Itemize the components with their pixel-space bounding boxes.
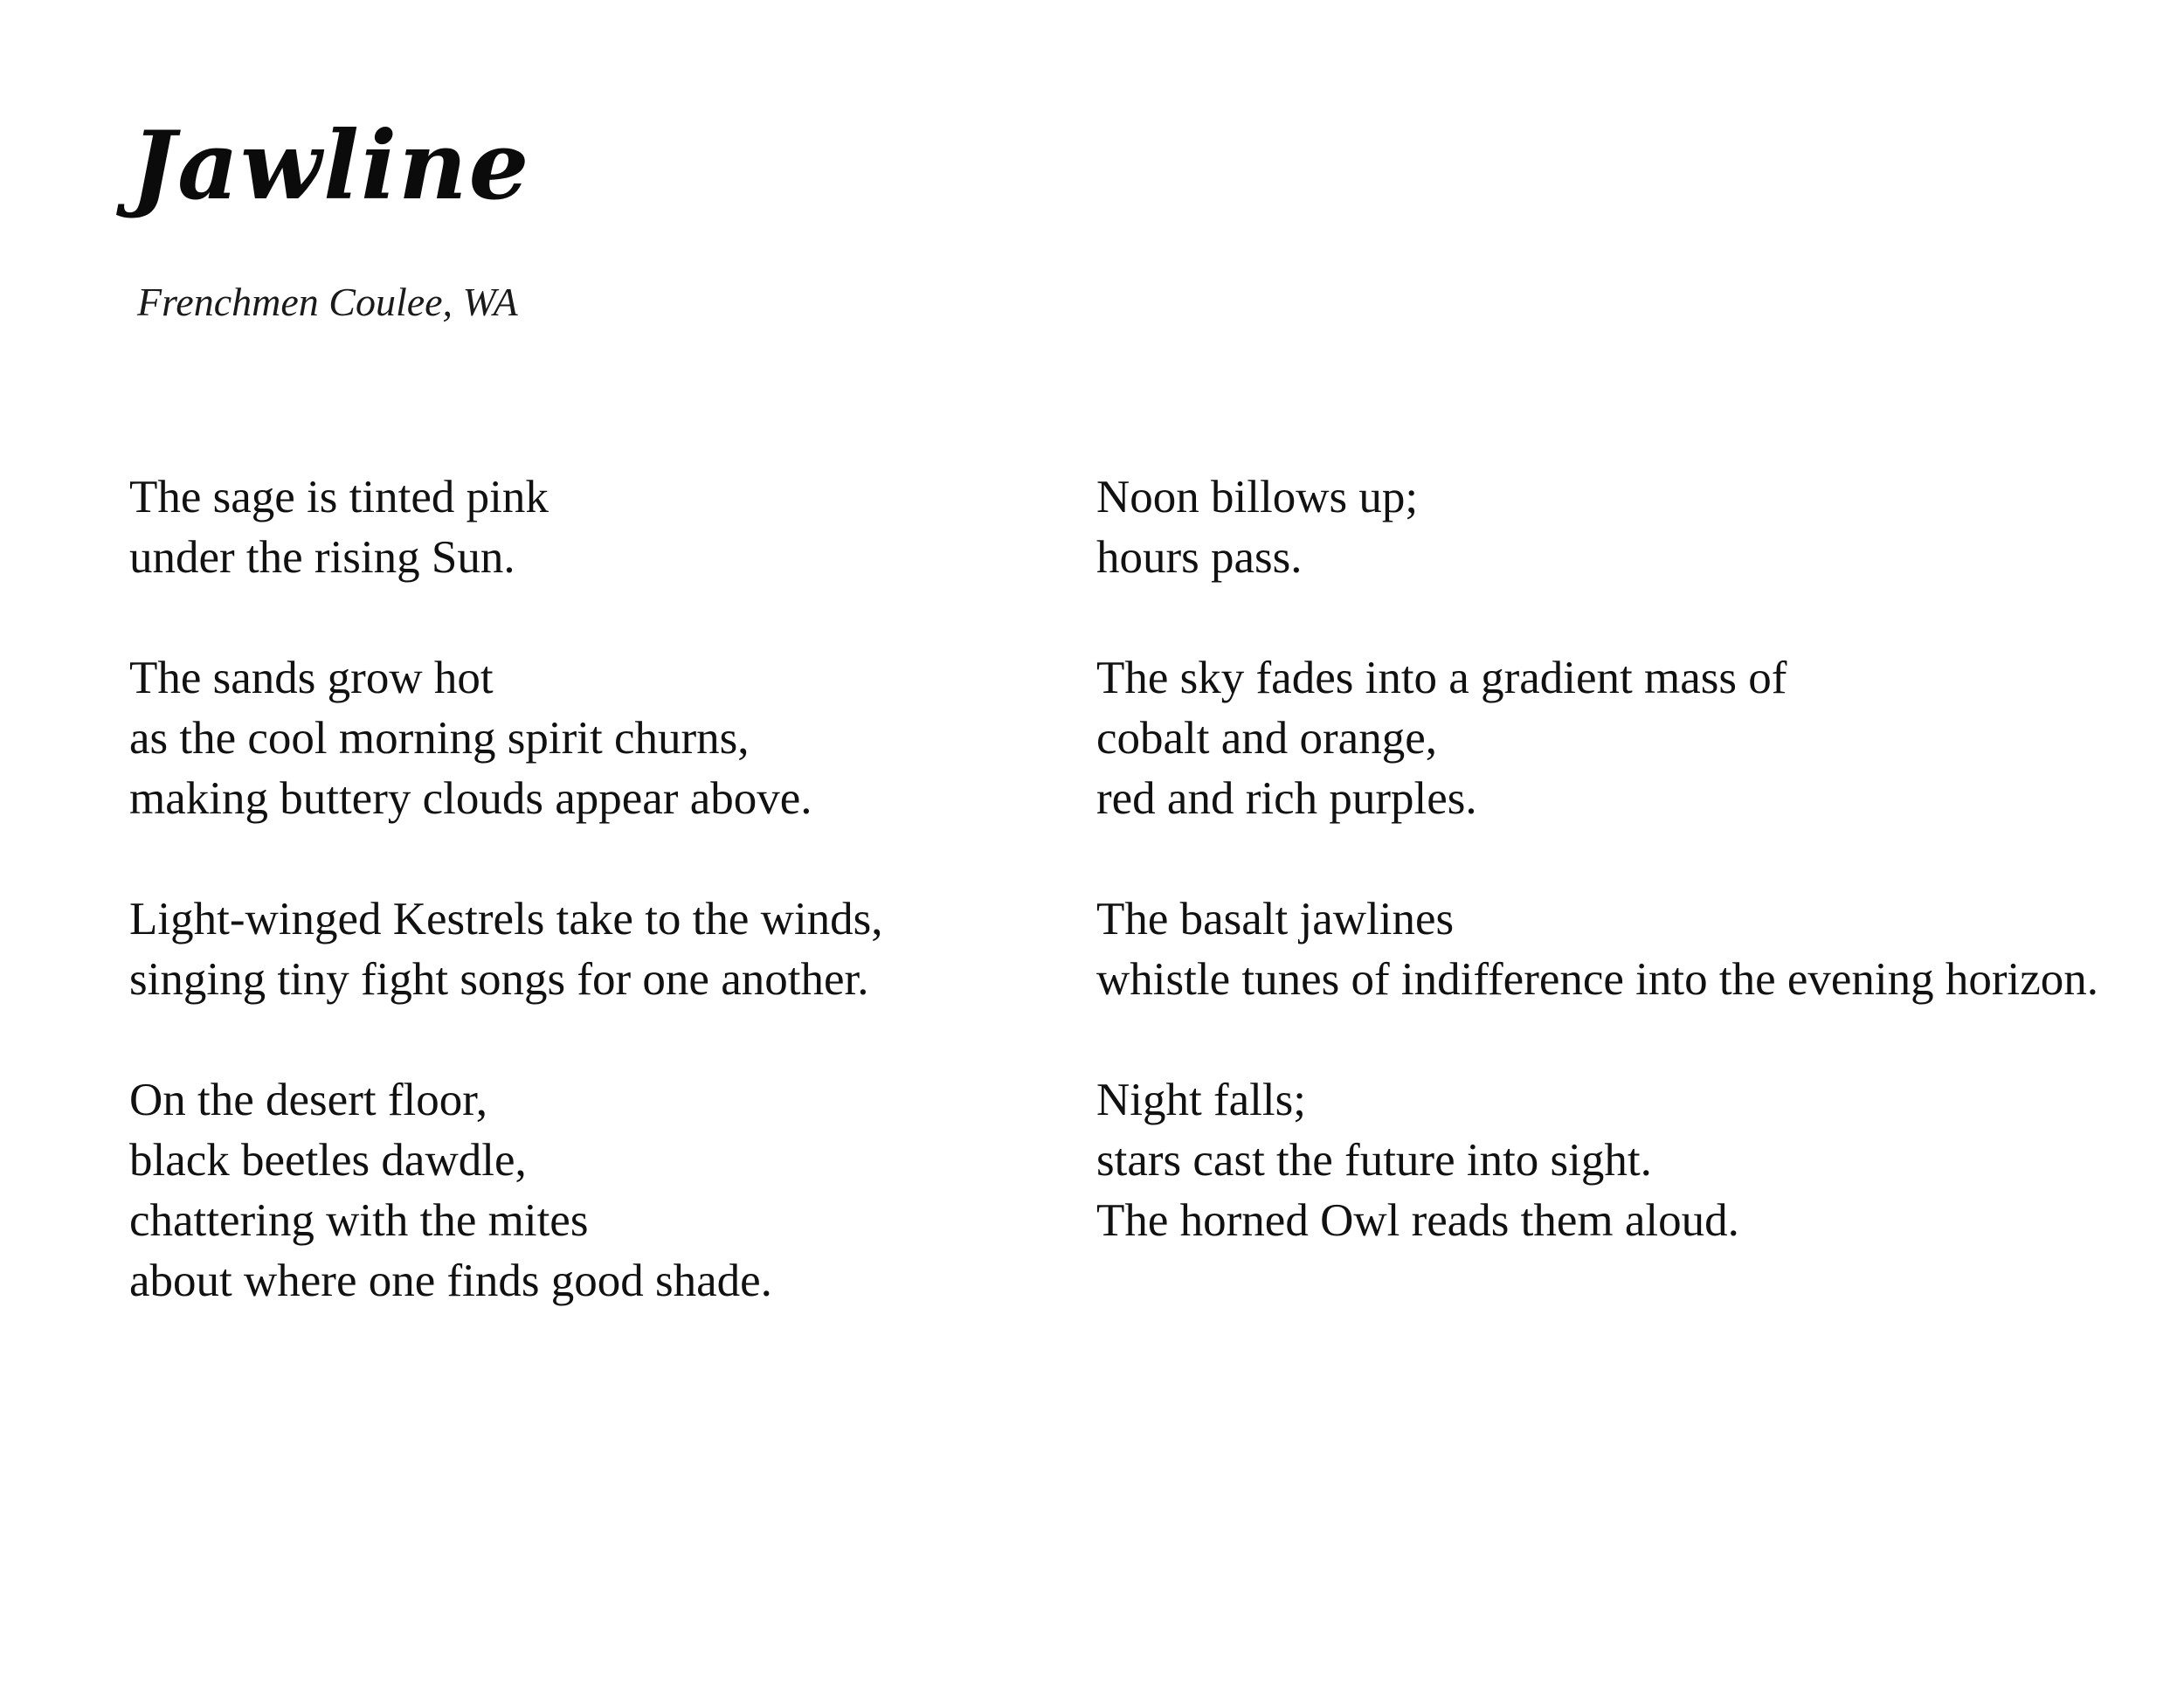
poem-line: On the desert floor,	[129, 1075, 487, 1125]
poem-line: as the cool morning spirit churns,	[129, 713, 750, 764]
poem-line: under the rising Sun.	[129, 532, 515, 583]
poem-line: The sands grow hot	[129, 653, 494, 703]
poem-line: stars cast the future into sight.	[1096, 1135, 1652, 1186]
poem-line: black beetles dawdle,	[129, 1135, 527, 1186]
stanza	[129, 889, 1073, 1010]
poem-line: The sage is tinted pink	[129, 472, 549, 522]
stanza	[129, 1070, 1073, 1311]
poem-line: singing tiny fight songs for one another.	[129, 954, 869, 1005]
poem-line: about where one finds good shade.	[129, 1256, 772, 1306]
poem-line: red and rich purples.	[1096, 773, 1477, 824]
stanza	[1096, 467, 2171, 588]
poem-line: Night falls;	[1096, 1075, 1306, 1125]
poem-line: The sky fades into a gradient mass of	[1096, 653, 1787, 703]
poem-title: Jawline	[131, 111, 531, 221]
poem-line: making buttery clouds appear above.	[129, 773, 812, 824]
poem-line: whistle tunes of indifference into the evening horizon.	[1096, 954, 2099, 1005]
stanza	[1096, 1070, 2171, 1251]
stanza	[129, 648, 1073, 829]
stanza	[129, 467, 1073, 588]
poem-line: chattering with the mites	[129, 1195, 589, 1246]
stanza	[1096, 648, 2171, 829]
poem-column-left	[129, 467, 1073, 1311]
poem-line: hours pass.	[1096, 532, 1303, 583]
stanza	[1096, 889, 2171, 1010]
poem-line: cobalt and orange,	[1096, 713, 1437, 764]
poem-line: The horned Owl reads them aloud.	[1096, 1195, 1739, 1246]
poem-column-right	[1096, 467, 2171, 1251]
poem-line: Light-winged Kestrels take to the winds,	[129, 894, 883, 944]
poem-line: The basalt jawlines	[1096, 894, 1455, 944]
poem-location: Frenchmen Coulee, WA	[137, 280, 518, 324]
poem-line: Noon billows up;	[1096, 472, 1419, 522]
